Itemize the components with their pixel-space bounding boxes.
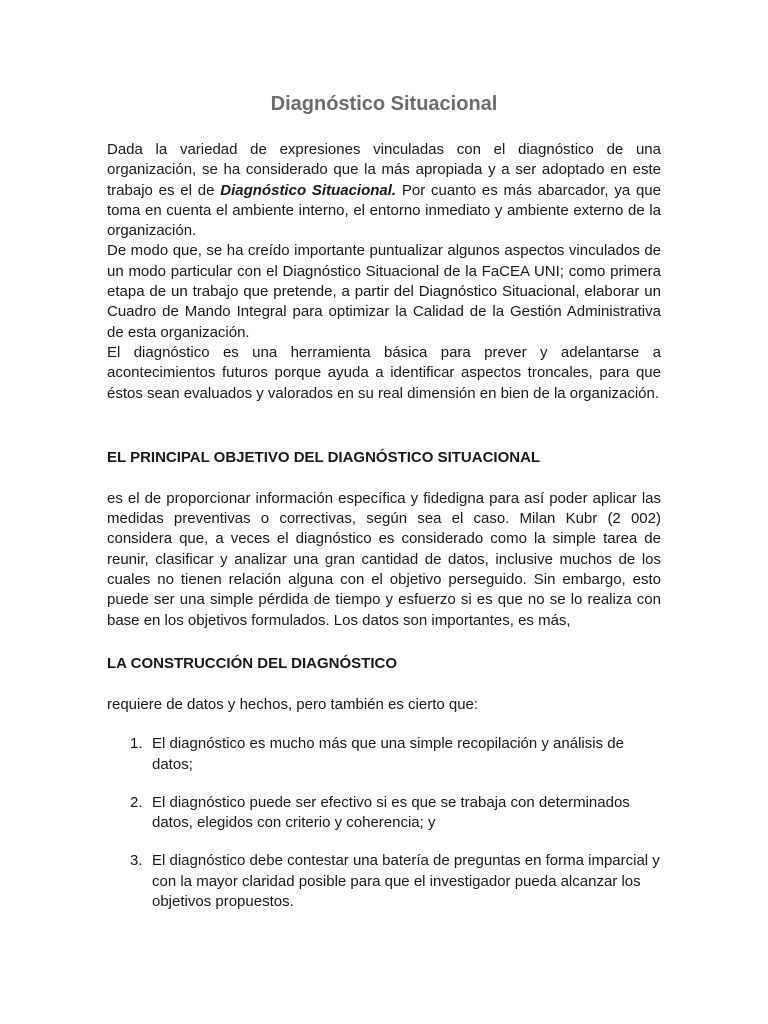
list-item xyxy=(107,793,661,834)
list-item-number: 2. xyxy=(130,793,143,811)
list-item-text: El diagnóstico es mucho más que una simple recopilación y análisis de datos; xyxy=(152,735,624,773)
list-item xyxy=(107,851,661,912)
list-item-number: 1. xyxy=(130,735,143,753)
document-page xyxy=(107,90,661,930)
section-heading-construction: LA CONSTRUCCIÓN DEL DIAGNÓSTICO xyxy=(107,654,398,672)
intro-emphasis: Diagnóstico Situacional. xyxy=(220,181,397,199)
numbered-list xyxy=(107,734,661,912)
list-item-number: 3. xyxy=(130,852,143,870)
section-heading-objective: EL PRINCIPAL OBJETIVO DEL DIAGNÓSTICO SITUACIONAL xyxy=(107,448,541,466)
paragraph-3: El diagnóstico es una herramienta básica para prever y adelantarse a acontecimientos futuros porque ayuda a identificar aspectos troncales, para que éstos sean evaluados y valorados en su real dimensión en bien de la organización. xyxy=(107,343,661,402)
intro-text-part-1: Dada la variedad de expresiones vinculadas con el diagnóstico de una organización, se ha considerado que la más apropiada y a ser adoptado en este trabajo es el de xyxy=(107,141,661,199)
intro-text-part-2: Por cuanto es más abarcador, ya que toma en cuenta el ambiente interno, el entorno inmediato y ambiente externo de la organización. xyxy=(107,181,661,240)
list-item-text: El diagnóstico puede ser efectivo si es que se trabaja con determinados datos, elegidos con criterio y coherencia; y xyxy=(152,793,630,832)
list-item xyxy=(107,734,661,775)
paragraph-5: requiere de datos y hechos, pero también es cierto que: xyxy=(107,695,479,713)
intro-paragraph xyxy=(107,140,661,241)
document-title: Diagnóstico Situacional xyxy=(270,93,498,115)
paragraph-2: De modo que, se ha creído importante puntualizar algunos aspectos vinculados de un modo particular con el Diagnóstico Situacional de la FaCEA UNI; como primera etapa de un trabajo que pretende, a partir del Diagnóstico Situacional, elaborar un Cuadro de Mando Integral para optimizar la Calidad de la Gestión Administrativa de esta organización. xyxy=(107,242,661,341)
list-item-text: El diagnóstico debe contestar una batería de preguntas en forma imparcial y con la mayor claridad posible para que el investigador pueda alcanzar los objetivos propuestos. xyxy=(152,852,660,911)
paragraph-4: es el de proporcionar información específica y fidedigna para así poder aplicar las medidas preventivas o correctivas, según sea el caso. Milan Kubr (2 002) considera que, a veces el diagnóstico es considerado como la simple tarea de reunir, clasificar y analizar una gran cantidad de datos, inclusive muchos de los cuales no tienen relación alguna con el objetivo perseguido. Sin embargo, esto puede ser una simple pérdida de tiempo y esfuerzo si es que no se lo realiza con base en los objetivos formulados. Los datos son importantes, es más, xyxy=(107,489,661,629)
